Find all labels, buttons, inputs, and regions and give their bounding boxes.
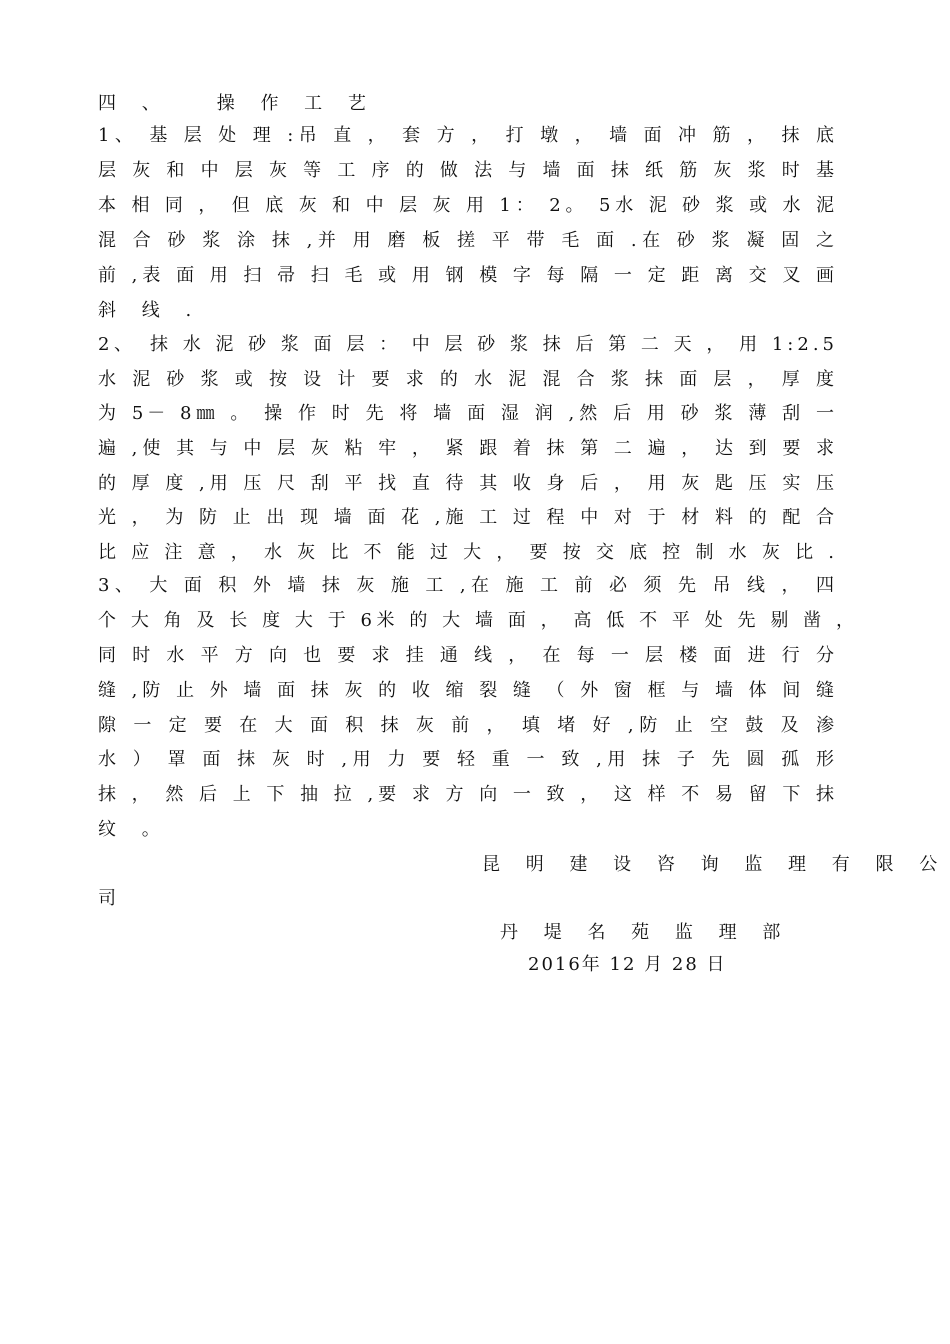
signature-date: 2016年 12 月 28 日 [528,954,727,975]
body-line-12: 光 ， 为 防 止 出 现 墙 面 花 ,施 工 过 程 中 对 于 材 料 的 配 合 [98,507,838,528]
department-name: 丹 堤 名 苑 监 理 部 [500,922,791,943]
body-line-15: 个 大 角 及 长 度 大 于 6米 的 大 墙 面 ， 高 低 不 平 处 先 剔 凿 ， [98,610,858,631]
section-heading: 四 、 操 作 工 艺 [98,93,376,114]
company-name-line1: 昆 明 建 设 咨 询 监 理 有 限 公 [482,854,948,875]
body-line-9: 为 5－ 8㎜ 。 操 作 时 先 将 墙 面 湿 润 ,然 后 用 砂 浆 薄 刮 一 [98,403,838,424]
body-line-21: 纹 。 [98,819,170,840]
body-line-20: 抹 ， 然 后 上 下 抽 拉 ,要 求 方 向 一 致 ， 这 样 不 易 留 下 抹 [98,784,838,805]
body-line-8: 水 泥 砂 浆 或 按 设 计 要 求 的 水 泥 混 合 浆 抹 面 层 ， 厚 度 [98,369,838,390]
body-line-19: 水 ） 罩 面 抹 灰 时 ,用 力 要 轻 重 一 致 ,用 抹 子 先 圆 孤 形 [98,749,838,770]
body-line-18: 隙 一 定 要 在 大 面 积 抹 灰 前 ， 填 堵 好 ,防 止 空 鼓 及 渗 [98,715,838,736]
body-line-13: 比 应 注 意 ， 水 灰 比 不 能 过 大 ， 要 按 交 底 控 制 水 灰 比 . [98,542,838,563]
body-line-17: 缝 ,防 止 外 墙 面 抹 灰 的 收 缩 裂 缝 （ 外 窗 框 与 墙 体 间 缝 [98,680,838,701]
body-line-11: 的 厚 度 ,用 压 尺 刮 平 找 直 待 其 收 身 后 ， 用 灰 匙 压 实 压 [98,473,838,494]
body-line-16: 同 时 水 平 方 向 也 要 求 挂 通 线 ， 在 每 一 层 楼 面 进 行 分 [98,645,838,666]
body-line-3: 本 相 同 ， 但 底 灰 和 中 层 灰 用 1： 2。 5水 泥 砂 浆 或 水 泥 [98,195,838,216]
body-line-14: 3、 大 面 积 外 墙 抹 灰 施 工 ,在 施 工 前 必 须 先 吊 线 ， 四 [98,575,838,596]
body-line-10: 遍 ,使 其 与 中 层 灰 粘 牢 ， 紧 跟 着 抹 第 二 遍 ， 达 到 要 求 [98,438,838,459]
body-line-5: 前 ,表 面 用 扫 帚 扫 毛 或 用 钢 模 字 每 隔 一 定 距 离 交 叉 画 [98,265,838,286]
body-line-4: 混 合 砂 浆 涂 抹 ,并 用 磨 板 搓 平 带 毛 面 .在 砂 浆 凝 固 之 [98,230,838,251]
company-name-line2: 司 [98,888,116,909]
body-line-1: 1、 基 层 处 理 :吊 直 ， 套 方 ， 打 墩 ， 墙 面 冲 筋 ， 抹 底 [98,125,838,146]
body-line-6: 斜 线 . [98,300,202,321]
body-line-7: 2、 抹 水 泥 砂 浆 面 层 ： 中 层 砂 浆 抹 后 第 二 天 ， 用 1:2.5 [98,334,838,355]
body-line-2: 层 灰 和 中 层 灰 等 工 序 的 做 法 与 墙 面 抹 纸 筋 灰 浆 时 基 [98,160,838,181]
